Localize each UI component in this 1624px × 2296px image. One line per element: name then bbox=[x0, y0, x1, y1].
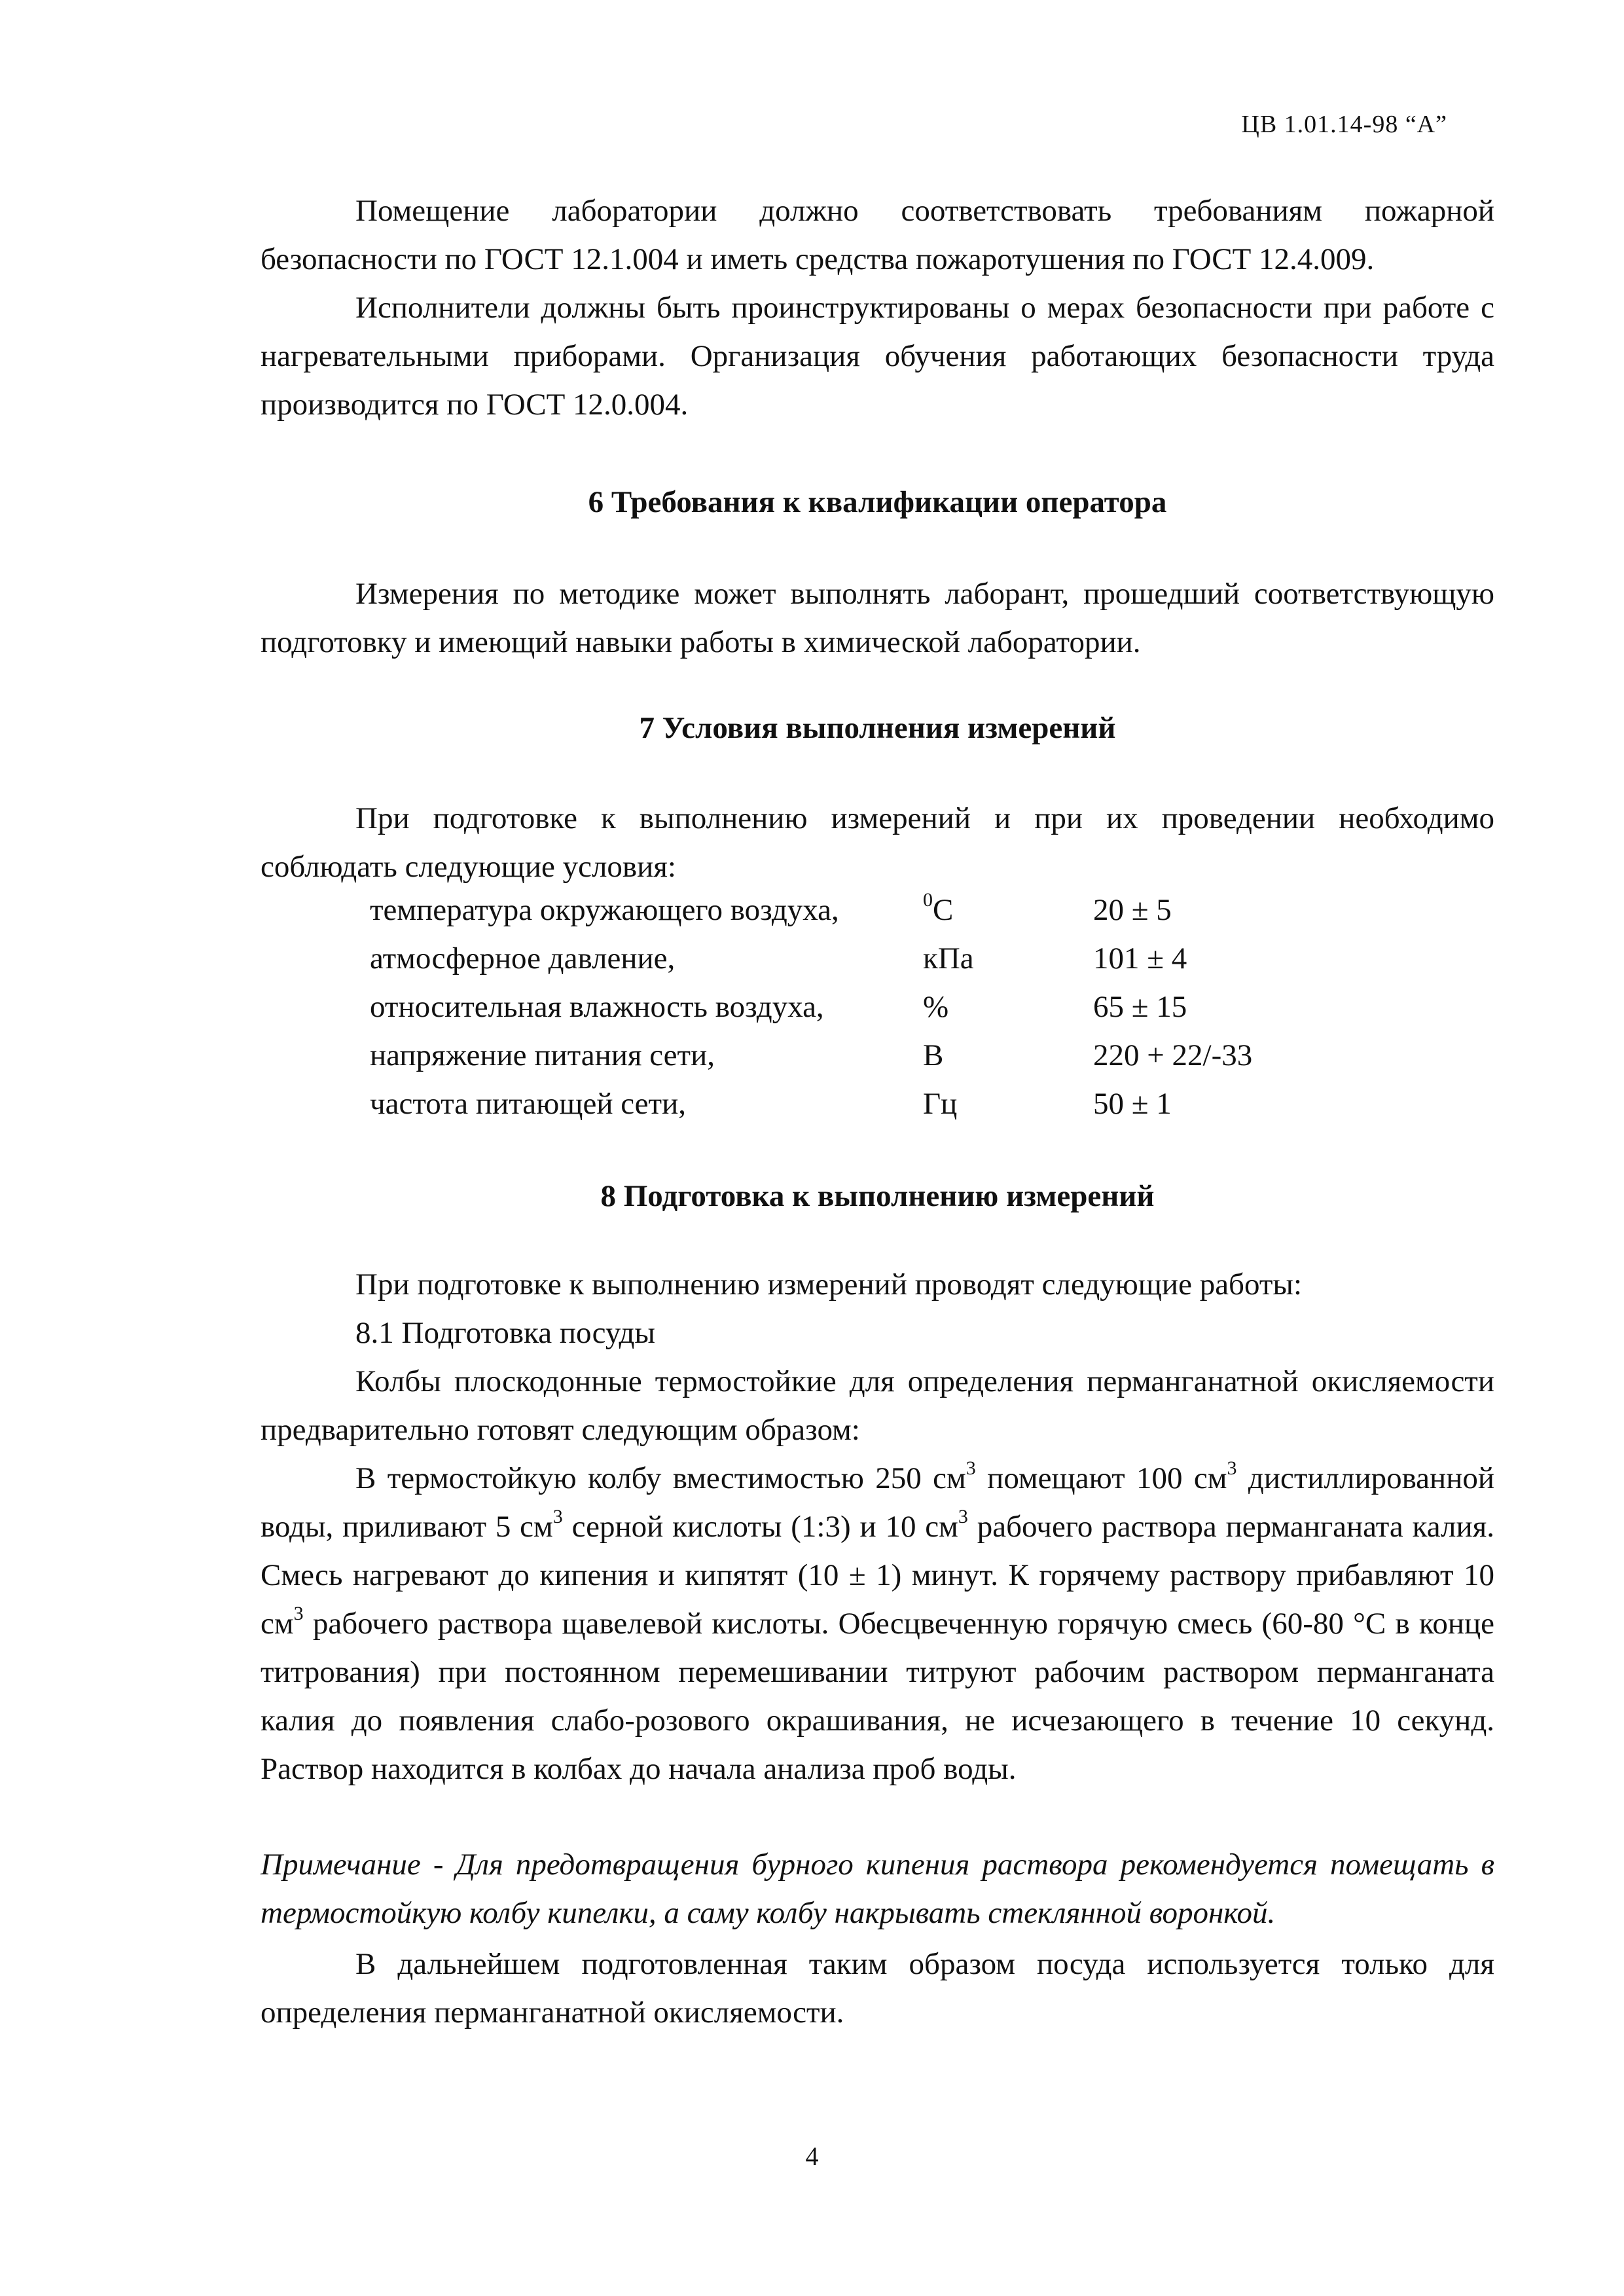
page-number: 4 bbox=[805, 2141, 819, 2171]
superscript: 3 bbox=[293, 1603, 304, 1625]
condition-name: температура окружающего воздуха, bbox=[370, 893, 839, 927]
section-8-paragraph-2: Колбы плоскодонные термостойкие для определения перманганатной окисляемости предварительно готовят следующим образом: bbox=[261, 1364, 1494, 1447]
superscript: 3 bbox=[965, 1457, 976, 1480]
condition-unit: Гц bbox=[923, 1087, 958, 1121]
intro-paragraph-2: Исполнители должны быть проинструктированы о мерах безопасности при работе с нагревательными приборами. Организация обучения работающих безопасности труда производится по ГОСТ 12.0.004. bbox=[261, 291, 1494, 422]
condition-unit-superscript: 0 bbox=[923, 889, 933, 911]
note-paragraph: Примечание - Для предотвращения бурного кипения раствора рекомендуется помещать в термостойкую колбу кипелки, а саму колбу накрывать стеклянной воронкой. bbox=[261, 1848, 1494, 1930]
condition-value: 50 ± 1 bbox=[1093, 1087, 1172, 1121]
condition-row bbox=[370, 989, 1352, 1038]
condition-name: напряжение питания сети, bbox=[370, 1038, 715, 1072]
section-8-paragraph-4: В дальнейшем подготовленная таким образом посуда используется только для определения перманганатной окисляемости. bbox=[261, 1947, 1494, 2030]
paragraph-text: рабочего раствора щавелевой кислоты. Обесцвеченную горячую смесь (60-80 °С в конце титрования) при постоянном перемешивании титруют рабочим раствором перманганата калия до появления слабо-розового окрашивания, не исчезающего в течение 10 секунд. Раствор находится в колбах до начала анализа проб воды. bbox=[261, 1607, 1494, 1786]
paragraph-text: рабочего раствора перманганата калия. Смесь нагревают до кипения и кипятят (10 ± 1) минут. К горячему раствору прибавляют 10 см bbox=[261, 1510, 1494, 1641]
condition-unit-text: С bbox=[933, 893, 954, 927]
paragraph-text: В термостойкую колбу вместимостью 250 см bbox=[355, 1461, 966, 1495]
section-8-heading: 8 Подготовка к выполнению измерений bbox=[600, 1179, 1155, 1213]
section-8-paragraph-3 bbox=[261, 1454, 1494, 1793]
condition-row bbox=[370, 941, 1352, 989]
section-6-paragraph: Измерения по методике может выполнять лаборант, прошедший соответствующую подготовку и имеющий навыки работы в химической лаборатории. bbox=[261, 577, 1494, 659]
condition-unit: % bbox=[923, 990, 949, 1024]
condition-unit bbox=[923, 889, 954, 928]
document-code: ЦВ 1.01.14-98 “А” bbox=[1241, 111, 1447, 138]
condition-value: 65 ± 15 bbox=[1093, 990, 1187, 1024]
superscript: 3 bbox=[552, 1506, 563, 1528]
superscript: 3 bbox=[958, 1506, 968, 1528]
condition-unit: В bbox=[923, 1038, 944, 1072]
section-6-heading: 6 Требования к квалификации оператора bbox=[588, 485, 1167, 519]
superscript: 3 bbox=[1227, 1457, 1237, 1480]
section-7-heading: 7 Условия выполнения измерений bbox=[639, 711, 1116, 745]
paragraph-text: серной кислоты (1:3) и 10 см bbox=[562, 1510, 958, 1544]
intro-paragraph-1: Помещение лаборатории должно соответствовать требованиям пожарной безопасности по ГОСТ 12.1.004 и иметь средства пожаротушения по ГОСТ 12.4.009. bbox=[261, 194, 1494, 276]
section-7-paragraph: При подготовке к выполнению измерений и при их проведении необходимо соблюдать следующие условия: bbox=[261, 801, 1494, 884]
paragraph-text: помещают 100 см bbox=[975, 1461, 1227, 1495]
condition-unit: кПа bbox=[923, 941, 974, 975]
paragraph-text: дистиллированной воды, приливают 5 см bbox=[261, 1461, 1495, 1544]
condition-value: 20 ± 5 bbox=[1093, 893, 1172, 927]
condition-name: относительная влажность воздуха, bbox=[370, 990, 824, 1024]
condition-row bbox=[370, 889, 1352, 941]
condition-name: частота питающей сети, bbox=[370, 1087, 686, 1121]
condition-value: 101 ± 4 bbox=[1093, 941, 1187, 975]
condition-row bbox=[370, 1038, 1352, 1086]
subsection-8-1-title: 8.1 Подготовка посуды bbox=[355, 1316, 655, 1350]
condition-name: атмосферное давление, bbox=[370, 941, 676, 975]
section-8-paragraph-1: При подготовке к выполнению измерений проводят следующие работы: bbox=[355, 1267, 1303, 1302]
condition-row bbox=[370, 1086, 1352, 1135]
condition-value: 220 + 22/-33 bbox=[1093, 1038, 1253, 1072]
